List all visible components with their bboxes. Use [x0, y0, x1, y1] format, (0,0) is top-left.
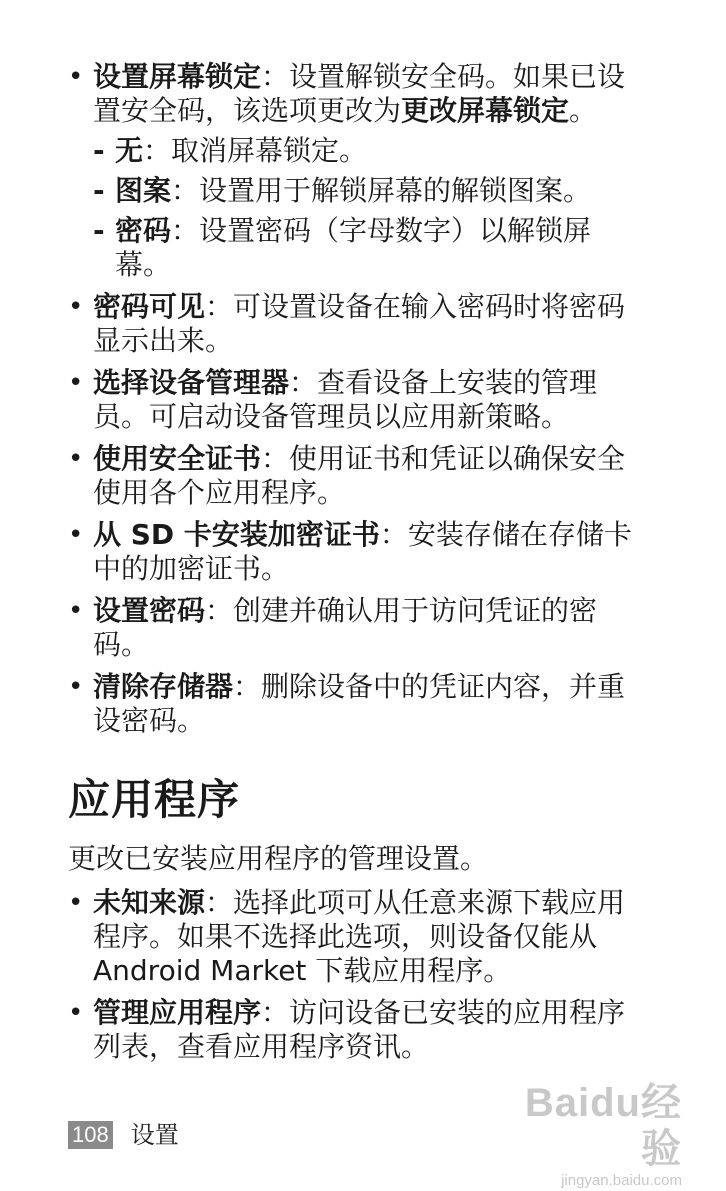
application-settings-list — [66, 886, 646, 1072]
item-term: 密码可见 — [93, 290, 206, 323]
sub-term: 图案 — [115, 174, 172, 207]
sub-desc: ：取消屏幕锁定。 — [143, 134, 368, 167]
list-item-manage-applications — [66, 996, 646, 1064]
section-intro: 更改已安装应用程序的管理设置。 — [68, 842, 489, 875]
list-item-screen-lock — [66, 60, 646, 282]
item-desc: ：查看设备上安装的管理员。可启动设备管理员以应用新策略。 — [93, 366, 598, 433]
sub-term: 无 — [115, 134, 144, 167]
page-footer — [68, 1121, 179, 1149]
list-item-clear-storage — [66, 670, 646, 738]
baidu-watermark — [512, 1080, 682, 1189]
item-term: 清除存储器 — [93, 670, 234, 703]
item-desc: ：设置解锁安全码。如果已设置安全码，该选项更改为 — [93, 60, 626, 127]
section-heading: 应用程序 — [68, 775, 241, 824]
watermark-logo: Baidu经验 — [524, 1081, 682, 1171]
sub-item-pattern — [93, 174, 646, 208]
watermark-url: jingyan.baidu.com — [561, 1172, 682, 1189]
list-item-unknown-sources — [66, 886, 646, 988]
item-term: 使用安全证书 — [93, 442, 262, 475]
security-settings-list — [66, 60, 646, 746]
item-term: 未知来源 — [93, 886, 206, 919]
item-desc: ：访问设备已安装的应用程序列表，查看应用程序资讯。 — [93, 996, 626, 1063]
sub-term: 密码 — [115, 214, 172, 247]
item-bold-tail: 更改屏幕锁定 — [401, 94, 570, 127]
sub-item-password — [93, 214, 646, 282]
screen-lock-options — [93, 134, 646, 282]
list-item-device-administrators — [66, 366, 646, 434]
page-number: 108 — [68, 1121, 113, 1149]
list-item-install-from-sd — [66, 518, 646, 586]
item-desc: ：安装存储在存储卡中的加密证书。 — [93, 518, 632, 585]
footer-section-name: 设置 — [130, 1121, 179, 1149]
item-desc: ：删除设备中的凭证内容，并重设密码。 — [93, 670, 626, 737]
item-term: 管理应用程序 — [93, 996, 262, 1029]
item-term: 设置屏幕锁定 — [93, 60, 262, 93]
item-term: 选择设备管理器 — [93, 366, 290, 399]
item-desc: ：使用证书和凭证以确保安全使用各个应用程序。 — [93, 442, 626, 509]
list-item-set-password — [66, 594, 646, 662]
sub-desc: ：设置用于解锁屏幕的解锁图案。 — [171, 174, 592, 207]
item-term: 从 SD 卡安装加密证书 — [93, 518, 380, 551]
item-desc: ：选择此项可从任意来源下载应用程序。如果不选择此选项，则设备仅能从 Android Market 下载应用程序。 — [93, 886, 626, 987]
list-item-secure-credentials — [66, 442, 646, 510]
item-tail: 。 — [569, 94, 598, 127]
sub-desc: ：设置密码（字母数字）以解锁屏幕。 — [115, 214, 592, 281]
item-desc: ：创建并确认用于访问凭证的密码。 — [93, 594, 598, 661]
item-term: 设置密码 — [93, 594, 206, 627]
list-item-visible-passwords — [66, 290, 646, 358]
item-desc: ：可设置设备在输入密码时将密码显示出来。 — [93, 290, 626, 357]
sub-item-none — [93, 134, 646, 168]
